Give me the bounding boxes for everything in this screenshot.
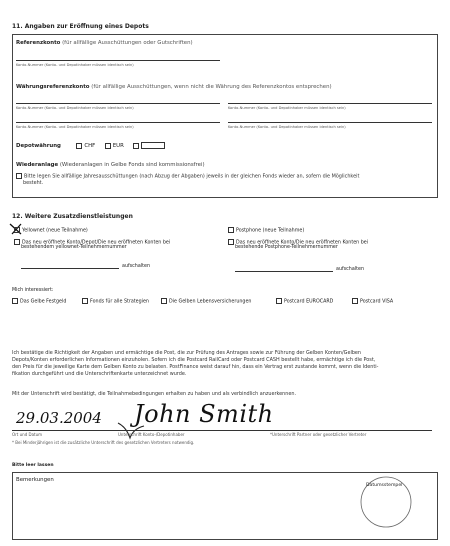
remarks-label: Bemerkungen xyxy=(16,477,54,483)
declaration-line-3: den Preis für die jeweilige Karte dem Gelben Konto zu belasten. PostFinance weist darauf hin, dass ein Vertrag erst zustande kommt, wenn die Identi- xyxy=(12,364,379,370)
postphone-aufschalten: aufschalten xyxy=(336,267,364,272)
declaration-line-1: Ich bestätige die Richtigkeit der Angaben und ermächtige die Post, die zur Prüfung des Antrages sowie zur Führung der Gelben Konten/Gelben xyxy=(12,350,362,356)
chf-checkbox[interactable] xyxy=(76,143,82,149)
other-currency-checkbox[interactable] xyxy=(133,143,139,149)
interest-visa[interactable]: Postcard VISA xyxy=(352,298,393,306)
wiederanlage-checkbox[interactable] xyxy=(16,173,22,179)
referenzkonto-label: Referenzkonto (für allfällige Ausschüttungen oder Gutschriften) xyxy=(16,40,193,46)
interest-lebensversicherungen-checkbox[interactable] xyxy=(161,298,167,304)
leave-empty-heading: Bitte leer lassen xyxy=(12,463,54,468)
yellownet-aufschalten: aufschalten xyxy=(122,264,150,269)
waehrungskonto-caption-2: Konto-Nummer (Konto- und Depotinhaber müssen identisch sein) xyxy=(228,106,346,110)
referenzkonto-field[interactable] xyxy=(16,60,220,61)
postphone-number-field[interactable] xyxy=(235,271,333,272)
waehrungskonto-caption-4: Konto-Nummer (Konto- und Depotinhaber müssen identisch sein) xyxy=(228,125,346,129)
referenzkonto-caption: Konto-Nummer (Konto- und Depotinhaber müssen identisch sein) xyxy=(16,63,134,67)
postphone-add-checkbox[interactable] xyxy=(228,239,234,245)
postphone-add-option[interactable]: Das neu eröffnete Konto/Die neu eröffneten Konten bei xyxy=(228,239,368,247)
yellownet-option[interactable]: Yellownet (neue Teilnahme) xyxy=(14,227,88,235)
interest-festgeld-checkbox[interactable] xyxy=(12,298,18,304)
interests-label: Mich interessiert: xyxy=(12,288,54,293)
waehrungskonto-field-2[interactable] xyxy=(228,103,432,104)
signature-line xyxy=(12,430,432,431)
yellownet-add-option-cont: bestehendem yellownet-Teilnehmernummer xyxy=(21,245,127,250)
postphone-add-option-cont: bestehende Postphone-Teilnehmernummer xyxy=(235,245,338,250)
section12-title: 12. Weitere Zusatzdienstleistungen xyxy=(12,213,133,220)
declaration-confirm: Mit der Unterschrift wird bestätigt, die Teilnahmebedingungen erhalten zu haben und als verbindlich anzuerkennen. xyxy=(12,391,297,397)
interest-fonds-checkbox[interactable] xyxy=(82,298,88,304)
interest-festgeld[interactable]: Das Gelbe Festgeld xyxy=(12,298,66,306)
yellownet-number-field[interactable] xyxy=(21,268,119,269)
yellownet-add-option[interactable]: Das neu eröffnete Konto/Depot/Die neu eröffneten Konten bei xyxy=(14,239,170,247)
waehrungskonto-field-1[interactable] xyxy=(16,103,220,104)
other-currency-field[interactable] xyxy=(141,142,165,149)
interest-lebensversicherungen[interactable]: Die Gelben Lebensversicherungen xyxy=(161,298,251,306)
declaration-line-2: Depots/Konten erforderlichen Informationen einzuholen. Sofern ich die Postcard RailCard oder Postcard CASH bestellt habe, ermächtige ich die Post, xyxy=(12,357,376,363)
interest-visa-checkbox[interactable] xyxy=(352,298,358,304)
place-date-caption: Ort und Datum xyxy=(12,432,43,437)
handwritten-date[interactable]: 29.03.2004 xyxy=(16,409,102,427)
handwritten-signature[interactable]: John Smith xyxy=(134,400,274,428)
partner-signature-caption: *Unterschrift Partner oder gesetzlicher Vertreter xyxy=(270,432,367,437)
waehrungsreferenzkonto-label: Währungsreferenzkonto (für allfällige Ausschüttungen, wenn nicht die Währung des Referenzkontos entsprechen) xyxy=(16,84,332,90)
wiederanlage-label: Wiederanlage (Wiederanlagen in Gelbe Fonds sind kommissionsfrei) xyxy=(16,162,205,168)
account-holder-signature-caption: Unterschrift Konto-/Depotinhaber xyxy=(118,432,185,437)
interest-eurocard-checkbox[interactable] xyxy=(276,298,282,304)
depotwaehrung-row: Depotwährung CHF EUR xyxy=(16,142,165,149)
waehrungskonto-field-4[interactable] xyxy=(228,122,432,123)
yellownet-add-checkbox[interactable] xyxy=(14,239,20,245)
waehrungskonto-caption-1: Konto-Nummer (Konto- und Depotinhaber müssen identisch sein) xyxy=(16,106,134,110)
section11-title: 11. Angaben zur Eröffnung eines Depots xyxy=(12,23,149,30)
interest-fonds[interactable]: Fonds für alle Strategien xyxy=(82,298,149,306)
postphone-option[interactable]: Postphone (neue Teilnahme) xyxy=(228,227,304,235)
yellownet-checkbox[interactable] xyxy=(14,227,20,233)
wiederanlage-option-cont: besteht. xyxy=(23,180,44,186)
wiederanlage-option: Bitte legen Sie allfällige Jahresausschüttungen (nach Abzug der Abgaben) jeweils in der gleichen Fonds wieder an, sofern die Möglichkeit xyxy=(16,173,359,180)
minors-footnote: * Bei Minderjährigen ist die zusätzliche Unterschrift des gesetzlichen Vertreters notwendig. xyxy=(12,440,195,445)
waehrungskonto-field-3[interactable] xyxy=(16,122,220,123)
waehrungskonto-caption-3: Konto-Nummer (Konto- und Depotinhaber müssen identisch sein) xyxy=(16,125,134,129)
declaration-line-4: fikation durchgeführt und die Unterschriftenkarte unterzeichnet wurde. xyxy=(12,371,187,377)
eur-checkbox[interactable] xyxy=(105,143,111,149)
interest-eurocard[interactable]: Postcard EUROCARD xyxy=(276,298,333,306)
postphone-checkbox[interactable] xyxy=(228,227,234,233)
depotwaehrung-label: Depotwährung xyxy=(16,143,61,149)
date-stamp-label: Datumsstempel xyxy=(366,483,403,488)
